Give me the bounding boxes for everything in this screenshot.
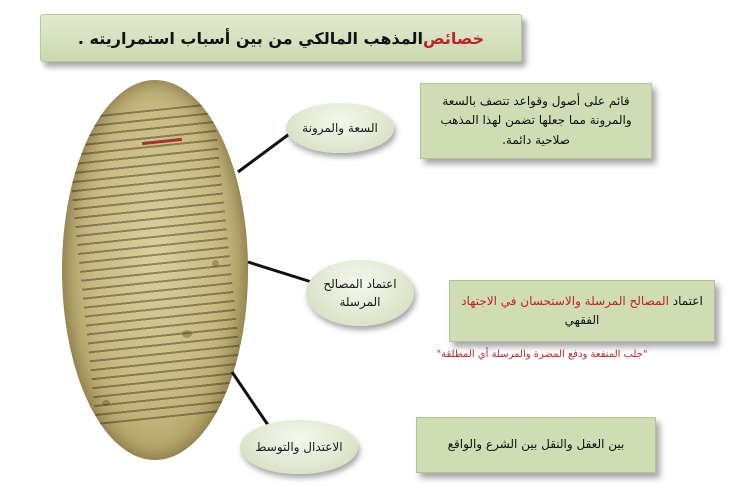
box-text <box>458 292 706 330</box>
description-box-1 <box>420 83 652 159</box>
quote-text: "جلب المنفعة ودفع المضرة والمرسلة أي المطلقة" <box>436 349 648 360</box>
node-label: الاعتدال والتوسط <box>255 440 343 454</box>
description-box-2 <box>449 280 715 342</box>
description-box-3 <box>416 417 656 473</box>
title-text: المذهب المالكي من بين أسباب استمراريته . <box>77 28 424 48</box>
node-public-interest <box>306 260 414 326</box>
connector-line-2 <box>248 262 318 284</box>
node-label: السعة والمرونة <box>302 121 378 135</box>
box-highlight: المصالح المرسلة والاستحسان في الاجتهاد <box>461 293 669 308</box>
title-highlight: خصائص <box>423 28 485 48</box>
box-text: بين العقل والنقل بين الشرع والواقع <box>447 437 625 452</box>
connector-line-1 <box>238 132 292 172</box>
box-suffix: الفقهي <box>564 313 600 327</box>
node-flexibility <box>286 103 394 153</box>
node-label: اعتماد المصالح المرسلة <box>323 277 397 309</box>
node-moderation <box>240 420 358 474</box>
box-prefix: اعتماد <box>672 293 703 308</box>
box-text: قائم على أصول وقواعد تتصف بالسعة والمرونة مما جعلها تضمن لهذا المذهب صلاحية دائمة. <box>440 94 632 147</box>
connector-line-3 <box>232 372 270 428</box>
